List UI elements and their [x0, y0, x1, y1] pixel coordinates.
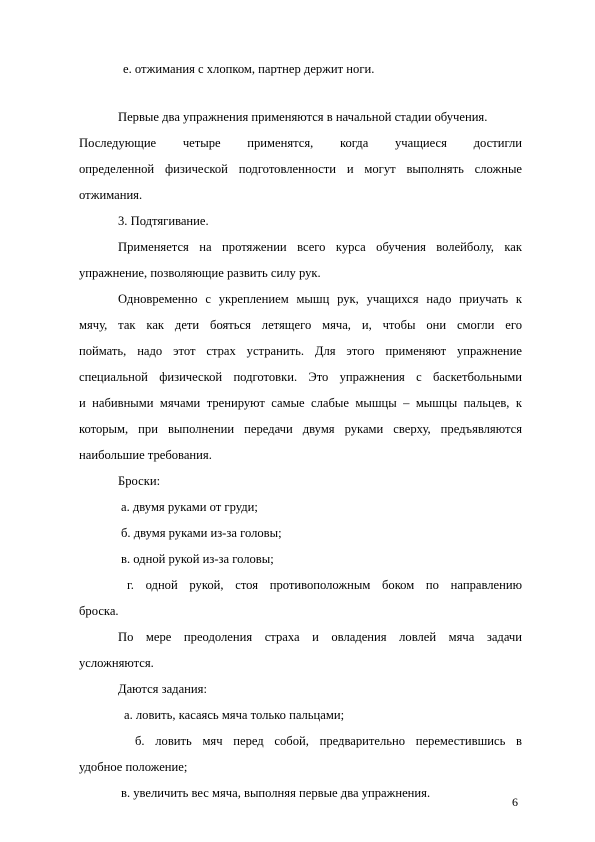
- list-item: а. ловить, касаясь мяча только пальцами;: [124, 708, 345, 722]
- section-heading: 3. Подтягивание.: [118, 214, 209, 228]
- list-item: в. увеличить вес мяча, выполняя первые два упражнения.: [121, 786, 431, 800]
- list-heading: Броски:: [118, 474, 161, 488]
- text-line: которым, при выполнении передачи двумя руками сверху, предъявляются: [79, 422, 522, 436]
- text-line: е. отжимания с хлопком, партнер держит ноги.: [123, 62, 375, 76]
- list-item: в. одной рукой из-за головы;: [121, 552, 274, 566]
- text-line: броска.: [79, 604, 119, 618]
- page-number: 6: [512, 795, 518, 809]
- text-line: и набивными мячами тренируют самые слабые мышцы – мышцы пальцев, к: [79, 396, 522, 410]
- list-heading: Даются задания:: [118, 682, 207, 696]
- text-line: Применяется на протяжении всего курса обучения волейболу, как: [118, 240, 522, 254]
- text-line: определенной физической подготовленности и могут выполнять сложные: [79, 162, 522, 176]
- text-line: наибольшие требования.: [79, 448, 212, 462]
- text-line: мячу, так как дети бояться летящего мяча, и, чтобы они смогли его: [79, 318, 522, 332]
- list-item: г. одной рукой, стоя противоположным боком по направлению: [127, 578, 522, 592]
- text-line: Последующие четыре применятся, когда учащиеся достигли: [79, 136, 522, 150]
- text-line: усложняются.: [79, 656, 154, 670]
- list-item: б. двумя руками из-за головы;: [121, 526, 282, 540]
- list-item: а. двумя руками от груди;: [121, 500, 258, 514]
- text-line: упражнение, позволяющие развить силу рук.: [79, 266, 321, 280]
- text-line: поймать, надо этот страх устранить. Для этого применяют упражнение: [79, 344, 522, 358]
- text-line: удобное положение;: [79, 760, 188, 774]
- text-line: Первые два упражнения применяются в начальной стадии обучения.: [118, 110, 488, 124]
- list-item: б. ловить мяч перед собой, предварительно переместившись в: [135, 734, 522, 748]
- text-line: специальной физической подготовки. Это упражнения с баскетбольными: [79, 370, 522, 384]
- text-line: Одновременно с укреплением мышц рук, учащихся надо приучать к: [118, 292, 522, 306]
- text-line: По мере преодоления страха и овладения ловлей мяча задачи: [118, 630, 522, 644]
- text-line: отжимания.: [79, 188, 143, 202]
